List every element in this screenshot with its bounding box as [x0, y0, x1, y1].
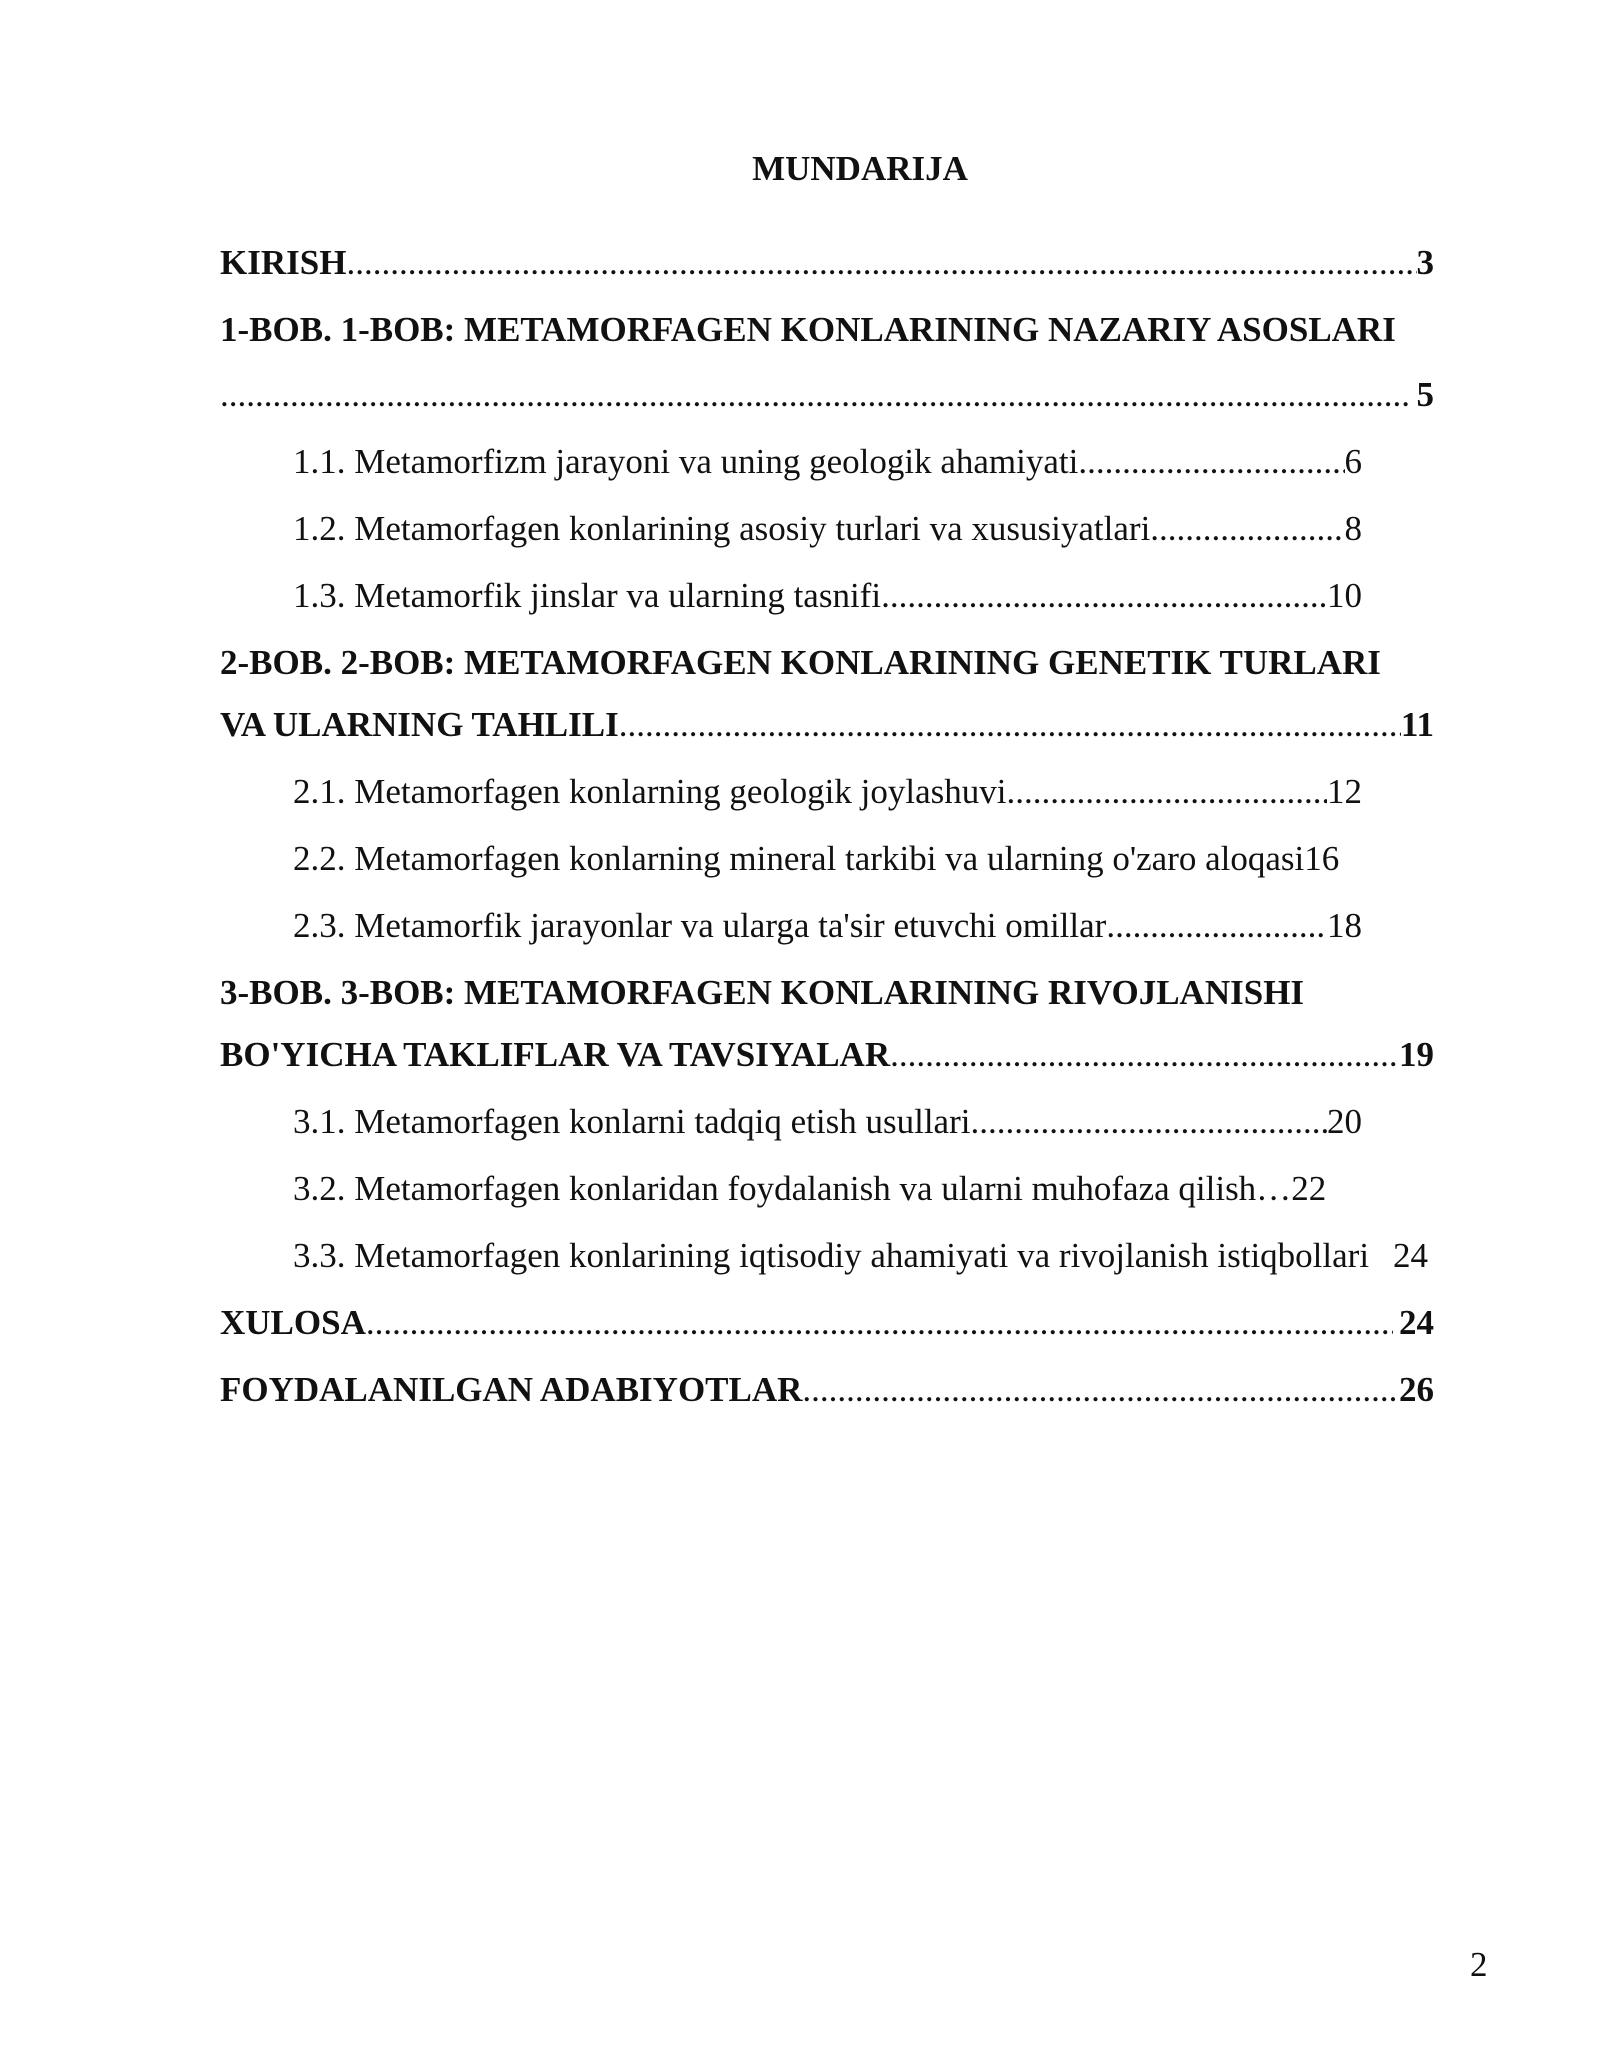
- toc-entry-label: 2.3. Metamorfik jarayonlar va ularga ta'sir etuvchi omillar: [293, 906, 1107, 945]
- toc-page-number: 18: [1327, 906, 1362, 945]
- dot-leader: [1106, 905, 1327, 947]
- toc-entry-adabiyotlar[interactable]: [220, 1369, 1434, 1411]
- toc-entry-xulosa[interactable]: [220, 1302, 1434, 1344]
- dot-leader: [220, 374, 1411, 416]
- toc-chapter-2-title[interactable]: 2-BOB. 2-BOB: METAMORFAGEN KONLARINING GENETIK TURLARI: [220, 643, 1381, 682]
- toc-entry-label: 3.1. Metamorfagen konlarni tadqiq etish usullari: [293, 1102, 971, 1141]
- toc-entry-label: 3.2. Metamorfagen konlaridan foydalanish va ularni muhofaza qilish…: [293, 1169, 1292, 1208]
- toc-chapter-3-title-line2[interactable]: [220, 1034, 1434, 1076]
- toc-page-number: 6: [1344, 442, 1362, 481]
- toc-entry-label: BO'YICHA TAKLIFLAR VA TAVSIYALAR: [220, 1035, 891, 1074]
- toc-page-number: 5: [1416, 375, 1434, 414]
- toc-section-2-1[interactable]: [293, 771, 1362, 813]
- toc-page-number: 3: [1416, 243, 1434, 282]
- toc-page-number: 20: [1327, 1102, 1362, 1141]
- dot-leader: [1006, 771, 1327, 813]
- toc-page-number: 24: [1399, 1303, 1434, 1342]
- dot-leader: [881, 575, 1327, 617]
- toc-section-1-2[interactable]: [293, 508, 1362, 550]
- toc-title: MUNDARIJA: [752, 149, 968, 188]
- toc-entry-label: XULOSA: [220, 1303, 366, 1342]
- toc-section-3-2[interactable]: [293, 1168, 1326, 1210]
- toc-entry-label: VA ULARNING TAHLILI: [220, 705, 619, 744]
- toc-section-3-3[interactable]: [293, 1235, 1428, 1277]
- toc-entry-label: 3.3. Metamorfagen konlarining iqtisodiy ahamiyati va rivojlanish istiqbollari: [293, 1236, 1370, 1275]
- toc-page-number: 12: [1327, 772, 1362, 811]
- toc-chapter-2-title-line2[interactable]: [220, 704, 1434, 746]
- toc-entry-kirish[interactable]: [220, 242, 1434, 284]
- toc-entry-label: KIRISH: [220, 243, 347, 282]
- toc-section-2-3[interactable]: [293, 905, 1362, 947]
- toc-section-3-1[interactable]: [293, 1101, 1362, 1143]
- toc-entry-label: 1.2. Metamorfagen konlarining asosiy turlari va xususiyatlari: [293, 509, 1151, 548]
- dot-leader: [890, 1034, 1399, 1076]
- dot-leader: [366, 1302, 1393, 1344]
- toc-page-number: 11: [1400, 705, 1434, 744]
- toc-chapter-3-title[interactable]: 3-BOB. 3-BOB: METAMORFAGEN KONLARINING RIVOJLANISHI: [220, 973, 1305, 1012]
- toc-entry-label: 1.1. Metamorfizm jarayoni va uning geologik ahamiyati: [293, 442, 1079, 481]
- toc-section-1-1[interactable]: [293, 441, 1362, 483]
- dot-leader: [1150, 508, 1344, 550]
- toc-section-2-2[interactable]: 2.2. Metamorfagen konlarning mineral tarkibi va ularning o'zaro aloqasi16: [293, 839, 1340, 878]
- dot-leader: [1078, 441, 1344, 483]
- toc-entry-label: 2.1. Metamorfagen konlarning geologik joylashuvi: [293, 772, 1007, 811]
- page-number: 2: [1470, 1945, 1488, 1984]
- toc-entry-label: FOYDALANILGAN ADABIYOTLAR: [220, 1370, 803, 1409]
- toc-page-number: 10: [1327, 576, 1362, 615]
- toc-section-1-3[interactable]: [293, 575, 1362, 617]
- toc-entry-label: 1.3. Metamorfik jinslar va ularning tasnifi: [293, 576, 882, 615]
- toc-page-number: 22: [1291, 1169, 1327, 1208]
- toc-page-number: 24: [1393, 1236, 1429, 1275]
- toc-chapter-1-leader-line[interactable]: [220, 374, 1434, 416]
- dot-leader: [970, 1101, 1327, 1143]
- toc-page-number: 19: [1399, 1035, 1434, 1074]
- toc-page-number: 26: [1399, 1370, 1434, 1409]
- dot-leader: [346, 242, 1416, 284]
- toc-page-number: 8: [1344, 509, 1362, 548]
- toc-chapter-1-title[interactable]: 1-BOB. 1-BOB: METAMORFAGEN KONLARINING NAZARIY ASOSLARI: [220, 310, 1396, 349]
- dot-leader: [619, 704, 1401, 746]
- dot-leader: [802, 1369, 1399, 1411]
